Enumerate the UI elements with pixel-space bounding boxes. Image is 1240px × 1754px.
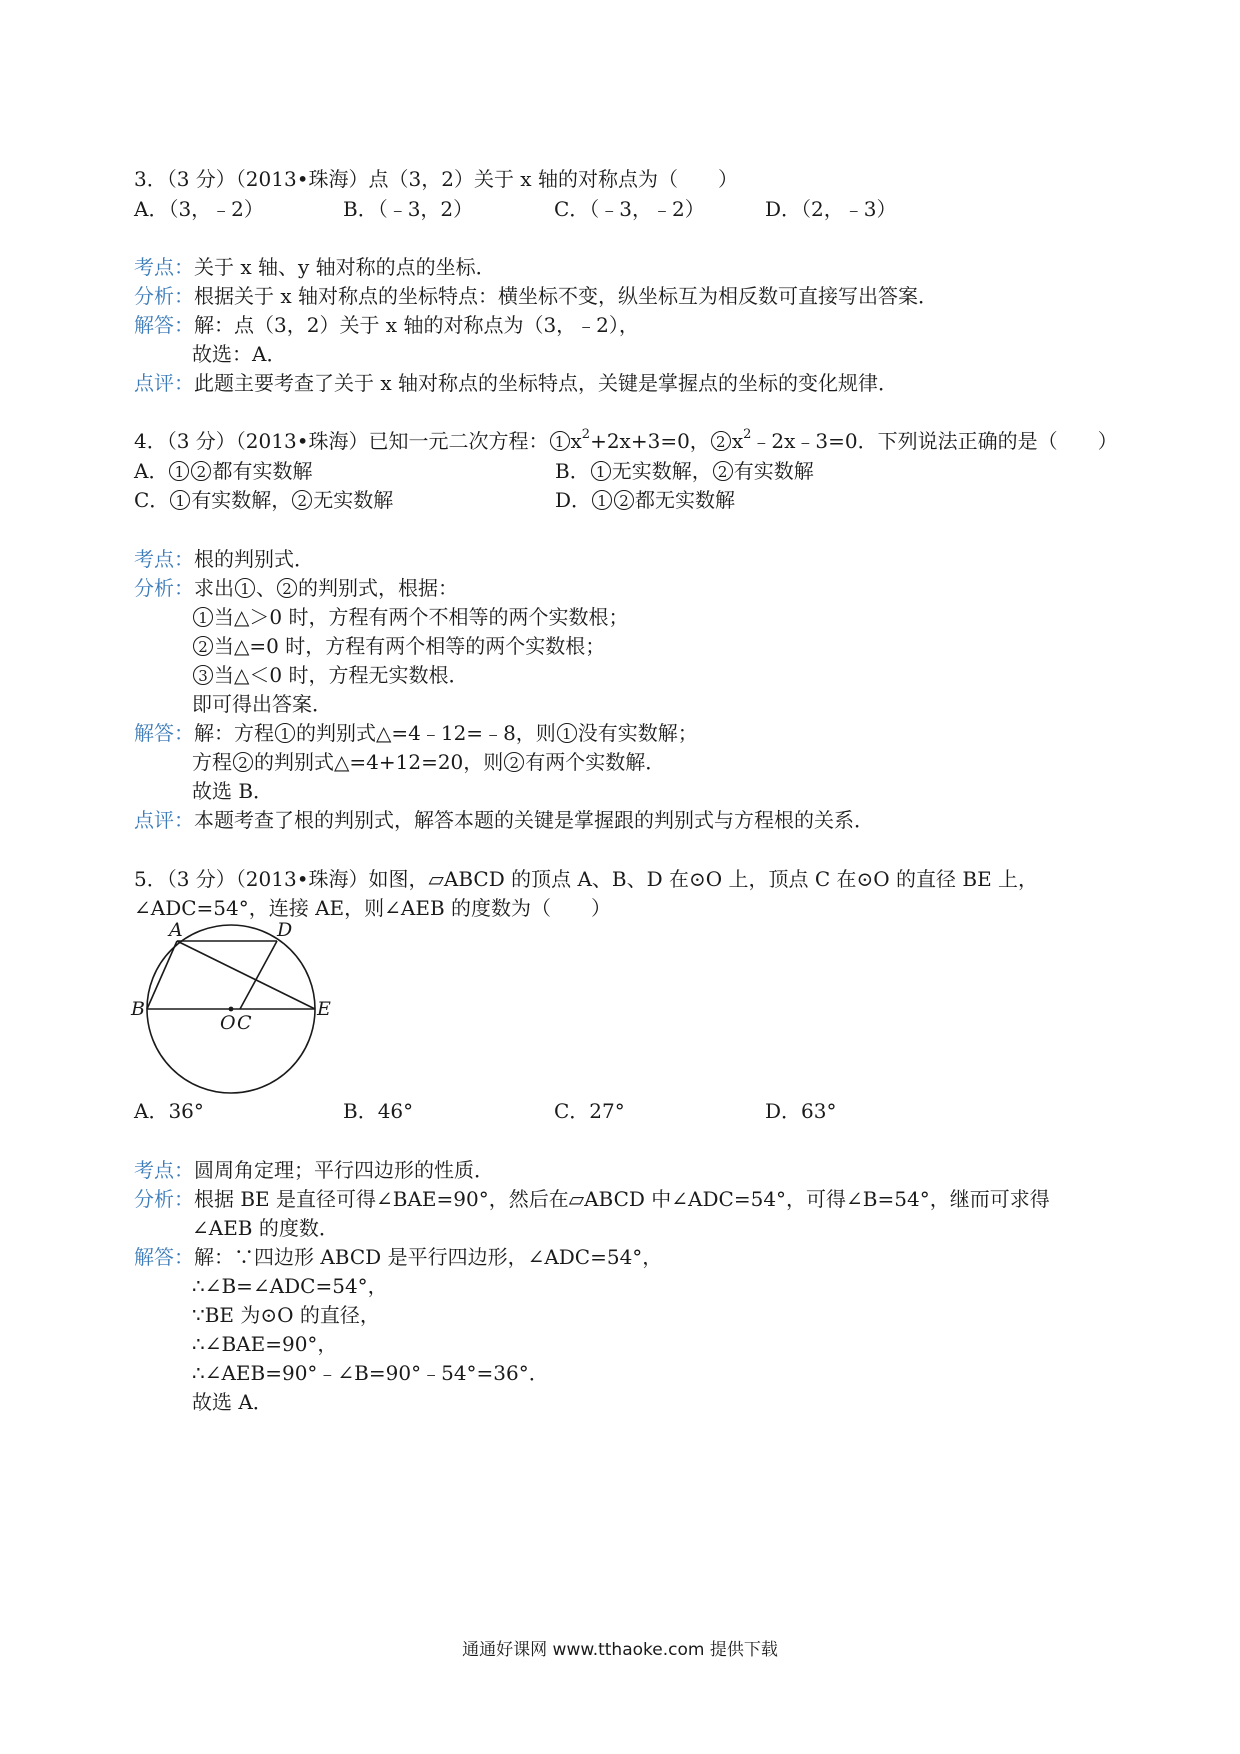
q4-rule-1: 1 当△＞0 时，方程有两个不相等的两个实数根； [192, 602, 628, 632]
q5-option-d: D．63° [765, 1099, 837, 1123]
circled-number-1: 1 [550, 431, 570, 451]
fenxi-tag: 分析： [134, 1187, 194, 1211]
q4-jieda-line3: 故选 B． [192, 779, 274, 803]
q3-fenxi: 分析：根据关于 x 轴对称点的坐标特点：横坐标不变，纵坐标互为相反数可直接写出答案． [134, 284, 938, 308]
q3-jieda: 解答：解：点（3，2）关于 x 轴的对称点为（3，﹣2）， [134, 313, 639, 337]
q4-rule-2: 2 当△=0 时，方程有两个相等的两个实数根； [192, 631, 605, 661]
q3-dianping: 点评：此题主要考查了关于 x 轴对称点的坐标特点，关键是掌握点的坐标的变化规律． [134, 371, 898, 395]
q4-kaodian: 考点：根的判别式． [134, 547, 314, 571]
q5-option-c: C．27° [554, 1099, 625, 1123]
q5-jieda-line6: 故选 A． [192, 1390, 273, 1414]
q5-jieda-line4: ∴∠BAE=90°， [192, 1332, 338, 1356]
q5-figure [125, 918, 340, 1098]
dianping-tag: 点评： [134, 371, 194, 395]
jieda-tag: 解答： [134, 1245, 194, 1269]
label-d: D [277, 919, 293, 941]
q3-option-c: C．（﹣3，﹣2） [554, 197, 705, 221]
q4-option-b: B． 1 无实数解， 2 有实数解 [555, 459, 814, 483]
q5-fenxi-line2: ∠AEB 的度数． [192, 1216, 339, 1240]
segment-ab [147, 941, 177, 1009]
q4-rule-3: 3 当△＜0 时，方程无实数根． [192, 660, 468, 690]
q4-option-c: C． 1 有实数解， 2 无实数解 [134, 488, 394, 512]
label-b: B [131, 998, 145, 1020]
fenxi-tag: 分析： [134, 284, 194, 308]
q3-stem: 3．（3 分）（2013•珠海）点（3，2）关于 x 轴的对称点为（ ） [134, 167, 738, 191]
q5-jieda: 解答：解：∵四边形 ABCD 是平行四边形，∠ADC=54°， [134, 1245, 663, 1269]
q4-fenxi-end: 即可得出答案． [192, 692, 332, 716]
kaodian-tag: 考点： [134, 547, 194, 571]
q4-option-d: D． 1 2 都无实数解 [555, 488, 736, 512]
jieda-tag: 解答： [134, 313, 194, 337]
q5-kaodian: 考点：圆周角定理；平行四边形的性质． [134, 1158, 494, 1182]
q3-jieda-line2: 故选：A． [192, 342, 287, 366]
q5-option-b: B．46° [343, 1099, 414, 1123]
q5-fenxi: 分析：根据 BE 是直径可得∠BAE=90°，然后在▱ABCD 中∠ADC=54°，可得∠B=54°，继而可求得 [134, 1187, 1050, 1211]
q5-jieda-line2: ∴∠B=∠ADC=54°， [192, 1274, 388, 1298]
q3-kaodian: 考点：关于 x 轴、y 轴对称的点的坐标． [134, 255, 496, 279]
q3-option-d: D．（2，﹣3） [765, 197, 897, 221]
kaodian-tag: 考点： [134, 255, 194, 279]
q4-stem: 4．（3 分）（2013•珠海）已知一元二次方程： 1 $x^2+2x+3=0$， 2 $x^2﹣2x﹣3=0$．下列说法正确的是（ ） [134, 427, 1118, 453]
q5-stem-line1: 5．（3 分）（2013•珠海）如图，▱ABCD 的顶点 A、B、D 在⊙O 上，顶点 C 在⊙O 的直径 BE 上， [134, 867, 1039, 891]
center-point [229, 1007, 234, 1012]
q5-option-a: A．36° [134, 1099, 204, 1123]
label-o: O [220, 1012, 236, 1034]
label-c: C [237, 1012, 252, 1034]
q4-option-a: A． 1 2 都有实数解 [134, 459, 313, 483]
fenxi-tag: 分析： [134, 576, 194, 600]
q4-dianping: 点评：本题考查了根的判别式，解答本题的关键是掌握跟的判别式与方程根的关系． [134, 808, 874, 832]
dianping-tag: 点评： [134, 808, 194, 832]
q5-stem-line2: ∠ADC=54°，连接 AE，则∠AEB 的度数为（ ） [134, 896, 612, 920]
q3-option-b: B．（﹣3，2） [343, 197, 474, 221]
q3-option-a: A．（3，﹣2） [134, 197, 264, 221]
jieda-tag: 解答： [134, 721, 194, 745]
label-a: A [169, 919, 183, 941]
q4-jieda: 解答：解：方程 1 的判别式△=4﹣12=﹣8，则 1 没有实数解； [134, 721, 698, 745]
q5-jieda-line3: ∵BE 为⊙O 的直径， [192, 1303, 380, 1327]
circled-number-2: 2 [711, 431, 731, 451]
label-e: E [317, 998, 331, 1020]
page-footer: 通通好课网 www.tthaoke.com 提供下载 [462, 1640, 778, 1660]
kaodian-tag: 考点： [134, 1158, 194, 1182]
q4-jieda-line2: 方程 2 的判别式△=4+12=20，则 2 有两个实数解． [192, 750, 666, 774]
q4-fenxi: 分析：求出 1 、 2 的判别式，根据： [134, 576, 458, 600]
q5-jieda-line5: ∴∠AEB=90°﹣∠B=90°﹣54°=36°． [192, 1361, 549, 1385]
